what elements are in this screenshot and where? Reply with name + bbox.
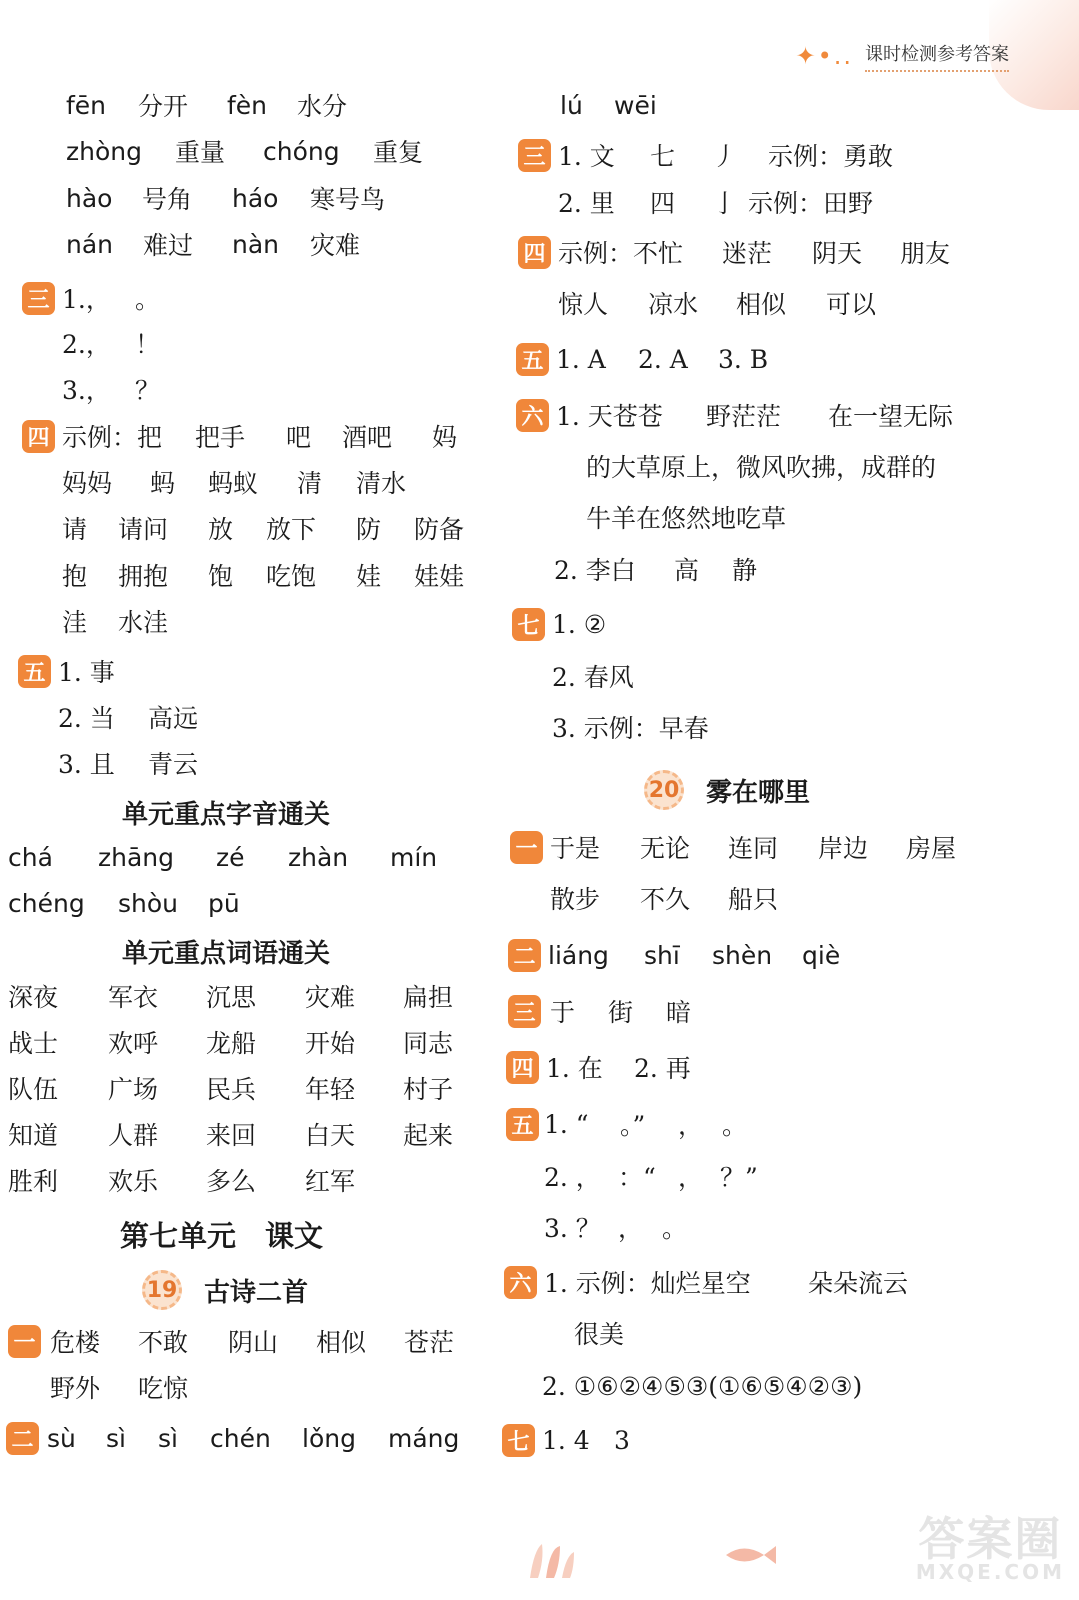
lesson-title: 雾在哪里 [706,777,811,808]
answer-token: 娃 [356,562,382,591]
section-number-badge: 四 [22,420,55,453]
answer-token: 3. 且 [58,750,115,779]
answer-token: 阴山 [228,1328,279,1357]
answer-token: 1.， [62,285,111,314]
section-number-badge: 一 [8,1325,41,1358]
answer-token: 寒号鸟 [310,185,386,214]
answer-token: 牛羊在悠然地吃草 [586,504,787,533]
answer-token: 红军 [305,1167,356,1196]
pinyin-token: wēi [614,90,657,120]
answer-token: 高远 [148,704,199,733]
answer-token: 欢乐 [108,1167,159,1196]
answer-token: 来回 [206,1121,257,1150]
answer-token: 娃娃 [414,562,465,591]
answer-token: 拥抱 [118,562,169,591]
answer-token: 灾难 [305,983,356,1012]
pinyin-token: nán [66,229,114,259]
section-number-badge: 七 [502,1424,535,1457]
answer-token: 示例：不忙 [558,239,684,268]
answer-token: 1. 文 [558,142,615,171]
answer-token: 1. “ [544,1109,589,1139]
pinyin-token: fèn [227,90,268,120]
answer-token: 房屋 [906,834,957,863]
answer-token: 蚂蚁 [208,469,259,498]
answer-token: 野外 [50,1374,101,1403]
answer-token: 在一望无际 [828,402,954,431]
footer-fish-icon [720,1540,780,1580]
answer-token: 深夜 [8,983,59,1012]
pinyin-token: shòu [118,888,179,918]
answer-token: 村子 [403,1075,454,1104]
answer-token: 1. 天苍苍 [556,402,663,431]
section-number-badge: 七 [512,608,545,641]
answer-token: ：“ [618,1163,656,1192]
answer-token: 。 [722,1111,748,1140]
answer-token: 胜利 [8,1167,59,1196]
answer-token: 3. 示例：早春 [552,714,709,743]
answer-token: 把手 [195,423,246,452]
answer-token: 示例：把 [62,423,163,452]
answer-token: 惊人 [558,290,609,319]
section-number-badge: 六 [516,399,549,432]
answer-token: 船只 [728,885,779,914]
pinyin-token: chéng [8,888,85,918]
answer-token: 1. 4 [542,1425,590,1455]
section-title: 单元重点字音通关 [122,800,331,830]
answer-token: 起来 [403,1121,454,1150]
pinyin-token: chá [8,842,53,872]
watermark-line1: 答案圈 [918,1512,1063,1566]
pinyin-token: háo [232,183,279,213]
answer-token: 防 [356,515,382,544]
answer-token: 无论 [640,834,691,863]
answer-token: 暗 [666,998,692,1027]
answer-token: 1. A [556,344,606,374]
answer-token: 广场 [108,1075,159,1104]
answer-token: 街 [608,998,634,1027]
section-number-badge: 五 [516,343,549,376]
answer-token: 1. 示例：灿烂星空 [544,1269,751,1298]
answer-token: 不敢 [138,1328,189,1357]
answer-token: 2. A [638,344,688,374]
answer-token: 蚂 [150,469,176,498]
answer-token: 同志 [403,1029,454,1058]
answer-token: 防备 [414,515,465,544]
answer-token: 队伍 [8,1075,59,1104]
answer-token: 七 [650,142,676,171]
answer-token: 野茫茫 [706,402,782,431]
answer-token: 2. 李白 [554,556,636,585]
answer-token: 阴天 [812,239,863,268]
section-number-badge: 三 [518,139,551,172]
answer-token: 2. 当 [58,704,115,733]
answer-token: 2. 里 [558,189,615,218]
answer-token: 3.， [62,376,111,405]
answer-token: 于 [550,998,576,1027]
answer-token: 年轻 [305,1075,356,1104]
pinyin-token: zhàn [288,842,349,872]
answer-token: 难过 [143,231,194,260]
lesson-heading [644,770,810,810]
answer-token: 水洼 [118,608,169,637]
section-number-badge: 三 [508,995,541,1028]
pinyin-token: zhòng [66,136,142,166]
answer-token: 战士 [8,1029,59,1058]
pinyin-token: lú [560,90,583,120]
answer-token: 。 [662,1214,688,1243]
page-header [795,36,1009,76]
pinyin-token: mín [390,842,438,872]
answer-token: ！ [135,330,161,359]
section-number-badge: 一 [510,831,543,864]
watermark [915,1512,1065,1584]
answer-token: 示例：田野 [748,189,874,218]
answer-token: 酒吧 [342,423,393,452]
answer-token: ， [678,1163,704,1192]
answer-token: 苍茫 [404,1328,455,1357]
answer-token: 知道 [8,1121,59,1150]
answer-token: 示例：勇敢 [768,142,894,171]
answer-token: 水分 [297,92,348,121]
answer-token: 多么 [206,1167,257,1196]
answer-token: 重量 [175,138,226,167]
answer-token: 3 [614,1425,630,1455]
answer-token: 3. B [718,344,769,374]
pinyin-token: zé [216,842,245,872]
answer-token: 危楼 [50,1328,101,1357]
answer-token: 岸边 [818,834,869,863]
pinyin-token: fēn [66,90,107,120]
answer-token: 朵朵流云 [808,1269,909,1298]
answer-token: 请问 [118,515,169,544]
pinyin-token: máng [388,1423,460,1453]
answer-token: 连同 [728,834,779,863]
answer-token: 迷茫 [722,239,773,268]
answer-token: 1. 事 [58,658,115,687]
answer-token: 沉思 [206,983,257,1012]
answer-token: 四 [650,189,676,218]
pinyin-token: shī [644,940,680,970]
answer-token: 3. ？ [544,1214,601,1243]
answer-token: 。 [135,285,161,314]
pinyin-token: qiè [802,940,841,970]
answer-token: 2. 再 [634,1054,691,1083]
pinyin-token: sì [106,1423,126,1453]
answer-token: 人群 [108,1121,159,1150]
answer-token: 朋友 [900,239,951,268]
answer-token: 凉水 [648,290,699,319]
answer-token: 白天 [305,1121,356,1150]
answer-token: 相似 [316,1328,367,1357]
answer-token: ？” [720,1163,758,1192]
answer-token: ， [618,1214,644,1243]
footer-plant-icon [520,1540,580,1580]
answer-token: 妈 [432,423,458,452]
answer-token: 重复 [373,138,424,167]
pinyin-token: lǒng [302,1423,356,1453]
answer-token: 2.， [62,330,111,359]
answer-token: 分开 [138,92,189,121]
answer-token: 吃惊 [138,1374,189,1403]
answer-token: 开始 [305,1029,356,1058]
pinyin-token: nàn [232,229,280,259]
pinyin-token: zhāng [98,842,175,872]
answer-token: 相似 [736,290,787,319]
pinyin-token: pū [208,888,240,918]
answer-token: 灾难 [310,231,361,260]
pinyin-token: sù [47,1423,76,1453]
answer-token: 吃饱 [266,562,317,591]
answer-token: 于是 [550,834,601,863]
answer-token: 1. ② [552,609,607,639]
header-title: 课时检测参考答案 [865,40,1009,72]
section-title: 单元重点词语通关 [122,939,331,969]
answer-token: 1. 在 [546,1054,603,1083]
section-number-badge: 四 [506,1051,539,1084]
answer-token: 放下 [266,515,317,544]
answer-token: 的大草原上，微风吹拂，成群的 [586,453,937,482]
lesson-number-badge: 19 [142,1270,182,1310]
answer-token: 2. 春风 [552,663,634,692]
answer-token: 军衣 [108,983,159,1012]
answer-token: 请 [62,515,88,544]
section-title: 第七单元 课文 [120,1219,324,1253]
answer-token: 静 [732,556,758,585]
answer-token: 龙船 [206,1029,257,1058]
answer-token: 很美 [574,1320,625,1349]
section-number-badge: 六 [504,1266,537,1299]
answer-token: 扁担 [403,983,454,1012]
section-number-badge: 五 [506,1108,539,1141]
pinyin-token: liáng [548,940,609,970]
section-number-badge: 二 [508,939,541,972]
answer-token: 2. ， [544,1163,601,1192]
answer-token: 高 [674,556,700,585]
section-number-badge: 五 [18,655,51,688]
answer-token: 清 [297,469,323,498]
answer-token: 清水 [356,469,407,498]
answer-token: 吧 [286,423,312,452]
answer-token: 号角 [142,185,193,214]
sparkle-icon: ✦•.. [795,42,853,70]
answer-token: 放 [208,515,234,544]
watermark-line2: MXQE.COM [915,1560,1065,1584]
answer-token: 饱 [208,562,234,591]
section-number-badge: 三 [22,282,55,315]
lesson-number-badge: 20 [644,770,684,810]
pinyin-token: shèn [712,940,773,970]
section-number-badge: 二 [6,1422,39,1455]
answer-token: 亅 [712,189,738,218]
pinyin-token: chóng [263,136,340,166]
answer-token: 洼 [62,608,88,637]
answer-token: 妈妈 [62,469,113,498]
answer-token: 2. ①⑥②④⑤③(①⑥⑤④②③) [542,1371,863,1401]
section-number-badge: 四 [518,236,551,269]
answer-token: 抱 [62,562,88,591]
answer-token: ， [678,1111,704,1140]
answer-token: 不久 [640,885,691,914]
answer-token: 。” [620,1111,646,1140]
pinyin-token: chén [210,1423,271,1453]
pinyin-token: hào [66,183,113,213]
pinyin-token: sì [158,1423,178,1453]
answer-token: 欢呼 [108,1029,159,1058]
answer-token: 丿 [712,142,738,171]
answer-token: 可以 [826,290,877,319]
answer-token: ？ [135,376,161,405]
lesson-heading [142,1270,308,1310]
answer-token: 民兵 [206,1075,257,1104]
answer-token: 青云 [148,750,199,779]
answer-token: 散步 [550,885,601,914]
lesson-title: 古诗二首 [204,1277,309,1308]
